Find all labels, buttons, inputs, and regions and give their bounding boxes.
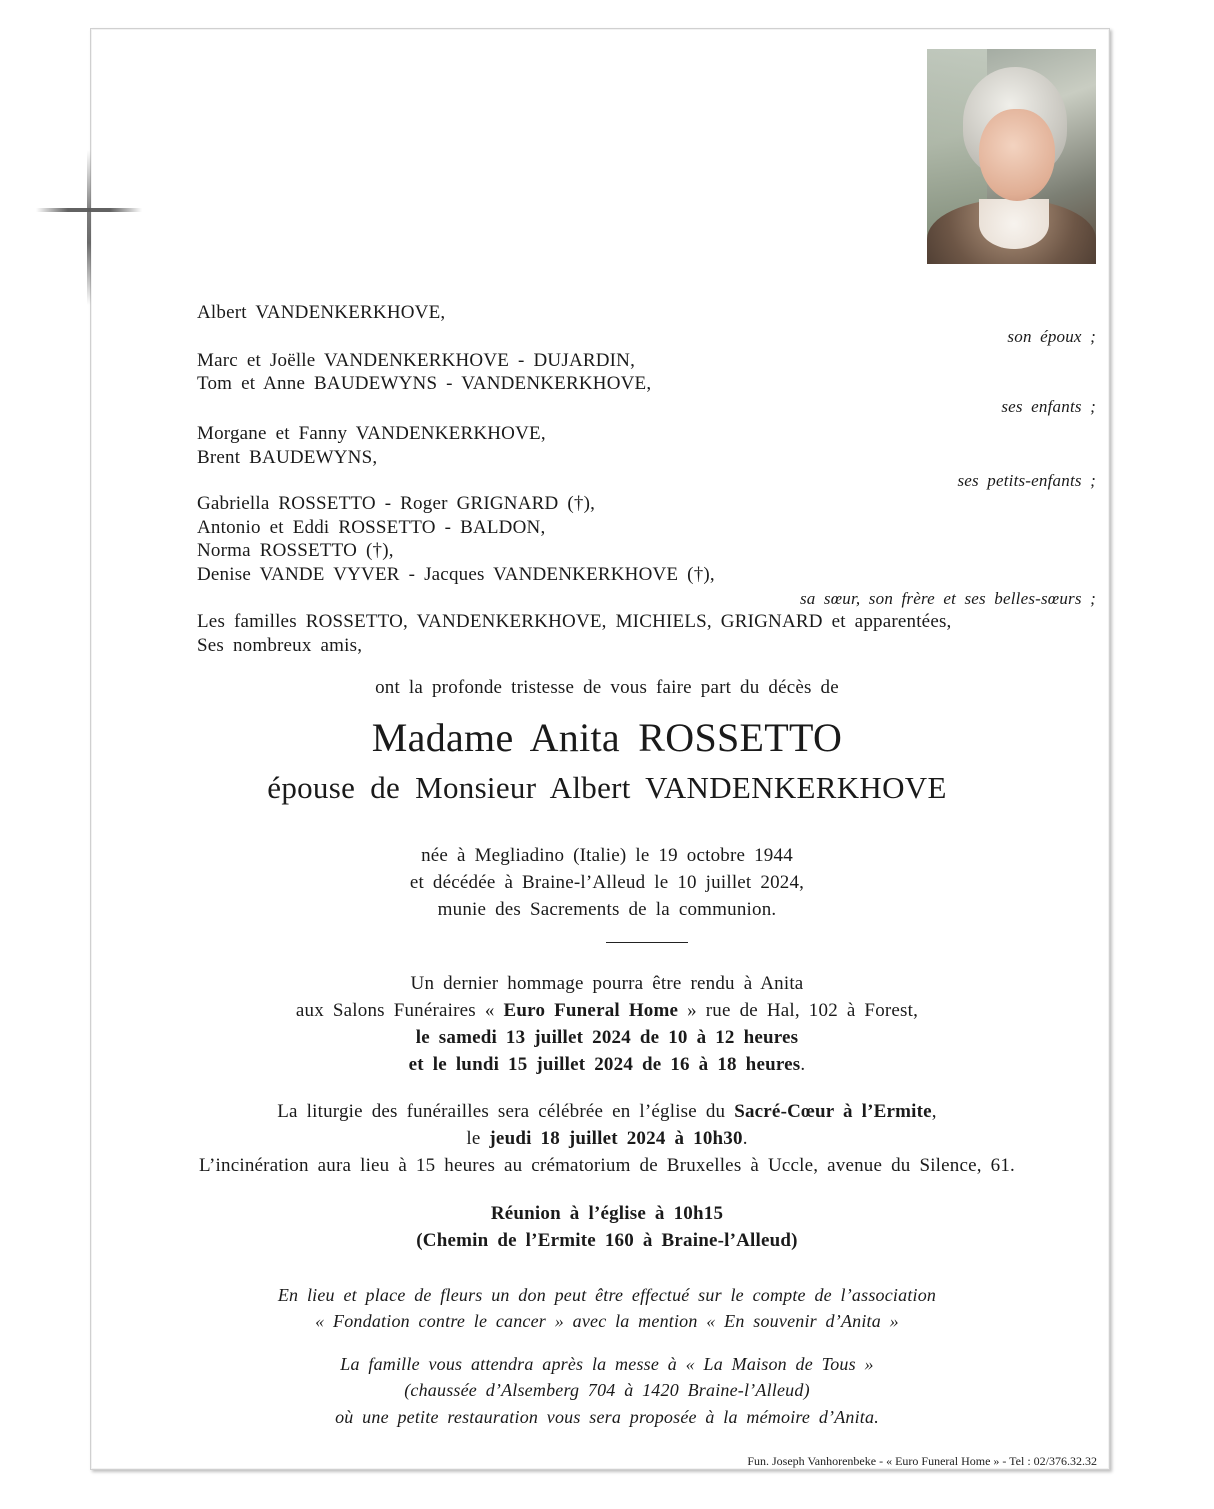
liturgy-date-prefix: le — [466, 1128, 490, 1149]
meeting-time: Réunion à l’église à 10h15 — [490, 1203, 724, 1224]
announcement-text: ont la profonde tristesse de vous faire part du décès de — [375, 677, 839, 698]
family-line: Antonio et Eddi ROSSETTO - BALDON, — [197, 517, 546, 538]
family-line: Ses nombreux amis, — [197, 635, 363, 656]
footer-credits: Fun. Joseph Vanhorenbeke - « Euro Funeral Home » - Tel : 02/376.32.32 — [747, 1454, 1097, 1468]
deceased-name: Madame Anita ROSSETTO — [371, 715, 843, 760]
cross-icon-bar — [36, 208, 142, 212]
visitation-location-suffix: » rue de Hal, 102 à Forest, — [678, 1000, 919, 1021]
visitation-date-2 — [0, 1054, 1214, 1076]
donation-line: En lieu et place de fleurs un don peut être effectué sur le compte de l’association — [277, 1285, 937, 1305]
donation-mention: « Fondation contre le cancer » avec la mention « En souvenir d’Anita » — [315, 1311, 899, 1331]
liturgy-line — [0, 1101, 1214, 1123]
visitation-line: Un dernier hommage pourra être rendu à Anita — [410, 973, 804, 994]
birth-info: née à Megliadino (Italie) le 19 octobre 1944 — [421, 845, 793, 866]
relation-label: ses petits-enfants ; — [957, 471, 1096, 490]
visitation-location-prefix: aux Salons Funéraires « — [295, 1000, 504, 1021]
liturgy-date: jeudi 18 juillet 2024 à 10h30 — [489, 1128, 743, 1149]
family-line: Morgane et Fanny VANDENKERKHOVE, — [197, 423, 546, 444]
liturgy-suffix: , — [931, 1101, 937, 1122]
family-line: Tom et Anne BAUDEWYNS - VANDENKERKHOVE, — [197, 373, 652, 394]
deceased-spouse: épouse de Monsieur Albert VANDENKERKHOVE — [267, 770, 947, 805]
church-name: Sacré-Cœur à l’Ermite — [734, 1101, 932, 1122]
liturgy-date-line — [0, 1128, 1214, 1150]
family-line: Brent BAUDEWYNS, — [197, 447, 378, 468]
visitation-location — [0, 1000, 1214, 1022]
sacraments-info: munie des Sacrements de la communion. — [437, 899, 777, 920]
family-line: Les familles ROSSETTO, VANDENKERKHOVE, MICHIELS, GRIGNARD et apparentées, — [197, 611, 952, 632]
family-line: Norma ROSSETTO (†), — [197, 540, 394, 561]
visitation-date-2-text: et le lundi 15 juillet 2024 de 16 à 18 heures — [408, 1054, 801, 1075]
cross-icon — [87, 150, 91, 305]
reception-address: (chaussée d’Alsemberg 704 à 1420 Braine-l’Alleud) — [404, 1380, 810, 1400]
cremation-info: L’incinération aura lieu à 15 heures au crématorium de Bruxelles à Uccle, avenue du Silence, 61. — [198, 1155, 1016, 1176]
family-line: Denise VANDE VYVER - Jacques VANDENKERKHOVE (†), — [197, 564, 715, 585]
family-line: Gabriella ROSSETTO - Roger GRIGNARD (†), — [197, 493, 596, 514]
relation-label: sa sœur, son frère et ses belles-sœurs ; — [799, 589, 1096, 608]
portrait-photo — [927, 49, 1096, 264]
liturgy-date-suffix: . — [742, 1128, 748, 1149]
visitation-date-1: le samedi 13 juillet 2024 de 10 à 12 heures — [415, 1027, 799, 1048]
photo-collar — [979, 199, 1049, 249]
liturgy-prefix: La liturgie des funérailles sera célébrée en l’église du — [277, 1101, 735, 1122]
photo-face — [979, 109, 1055, 201]
family-line: Marc et Joëlle VANDENKERKHOVE - DUJARDIN, — [197, 350, 636, 371]
visitation-date-2-end: . — [800, 1054, 806, 1075]
separator-line — [606, 942, 688, 943]
meeting-address: (Chemin de l’Ermite 160 à Braine-l’Alleud) — [416, 1230, 798, 1251]
funeral-home-name: Euro Funeral Home — [503, 1000, 679, 1021]
relation-label: ses enfants ; — [1001, 397, 1096, 416]
death-info: et décédée à Braine-l’Alleud le 10 juillet 2024, — [409, 872, 805, 893]
reception-line: La famille vous attendra après la messe à « La Maison de Tous » — [340, 1354, 874, 1374]
reception-info: où une petite restauration vous sera proposée à la mémoire d’Anita. — [335, 1407, 879, 1427]
relation-label: son époux ; — [1007, 327, 1096, 346]
family-line: Albert VANDENKERKHOVE, — [197, 302, 446, 323]
